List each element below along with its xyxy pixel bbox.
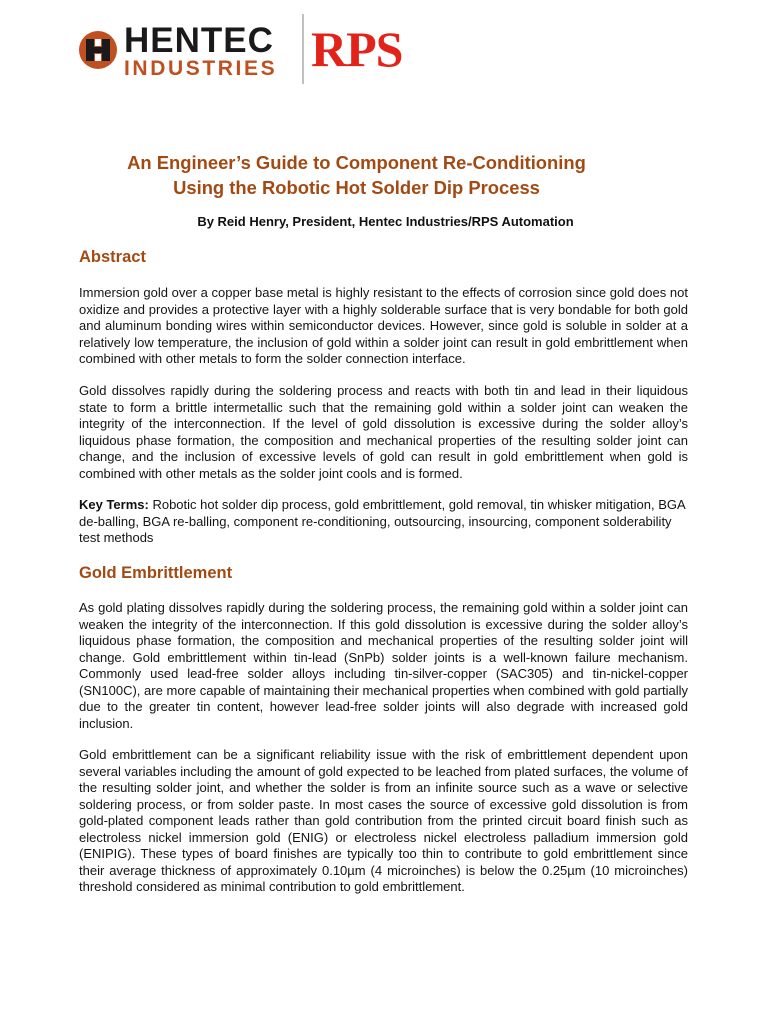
logo-divider [302,14,304,84]
logo-industries: INDUSTRIES [124,57,278,80]
author-byline: By Reid Henry, President, Hentec Industries/RPS Automation [197,214,574,229]
page-header [78,14,408,84]
gold-embrittlement-heading: Gold Embrittlement [79,564,233,582]
hentec-h-icon [78,30,118,70]
abstract-paragraph-2: Gold dissolves rapidly during the soldering process and reacts with both tin and lead in their liquidous state to form a brittle intermetallic such that the remaining gold within a solder joint can weaken the integrity of the interconnection. If the level of gold dissolution is excessive during the solder alloy’s liquidous phase formation, the composition and mechanical properties of the resulting solder joint can change, and the inclusion of excessive levels of gold can result in gold embrittlement when gold is combined with other metals as the solder joint cools and is formed. [79,383,688,481]
gold-embrittlement-paragraph-2: Gold embrittlement can be a significant reliability issue with the risk of embrittlement dependent upon several variables including the amount of gold expected to be leached from plated surfaces, the volume of the resulting solder joint, and whether the solder is from an infinite source such as a wave or selective soldering process, or from solder paste. In most cases the source of excessive gold dissolution is from gold-plated component leads rather than gold contribution from the printed circuit board finish such as electroless nickel immersion gold (ENIG) or electroless nickel electroless palladium immersion gold (ENIPIG). These types of board finishes are typically too thin to contribute to gold embrittlement since their average thickness of approximately 0.10µm (4 microinches) is below the 0.25µm (10 microinches) threshold considered as minimal contribution to gold embrittlement. [79,747,688,894]
key-terms-paragraph [79,497,688,547]
hentec-logo-text [124,21,278,80]
logo-hentec: HENTEC [124,21,274,60]
key-terms-label: Key Terms: [79,497,149,512]
document-title [60,150,653,200]
abstract-paragraph-1: Immersion gold over a copper base metal is highly resistant to the effects of corrosion since gold does not oxidize and provides a protective layer with a highly solderable surface that is very bondable for both gold and aluminum bonding wires within semiconductor devices. However, since gold is soluble in solder at a relatively low temperature, the inclusion of gold within a solder joint can result in gold embrittlement when combined with other metals to form the solder connection interface. [79,285,688,366]
gold-embrittlement-paragraph-1: As gold plating dissolves rapidly during the soldering process, the remaining gold within a solder joint can weaken the integrity of the interconnection. If this gold dissolution is excessive during the solder alloy’s liquidous phase formation, the composition and mechanical properties of the resulting solder joint will change. Gold embrittlement within tin-lead (SnPb) solder joints is a well-known failure mechanism. Commonly used lead-free solder alloys including tin-silver-copper (SAC305) and tin-nickel-copper (SN100C), are more capable of maintaining their mechanical properties when combined with gold partially due to the greater tin content, however lead-free solder joints will also degrade with increased gold inclusion. [79,600,688,731]
title-line-1: An Engineer’s Guide to Component Re-Conditioning [127,152,586,173]
logo-rps: RPS [311,21,403,77]
abstract-heading: Abstract [79,248,146,266]
title-line-2: Using the Robotic Hot Solder Dip Process [173,177,540,198]
key-terms-text: Robotic hot solder dip process, gold embrittlement, gold removal, tin whisker mitigation, BGA de-balling, BGA re-balling, component re-conditioning, outsourcing, insourcing, component solderability test methods [79,497,685,545]
